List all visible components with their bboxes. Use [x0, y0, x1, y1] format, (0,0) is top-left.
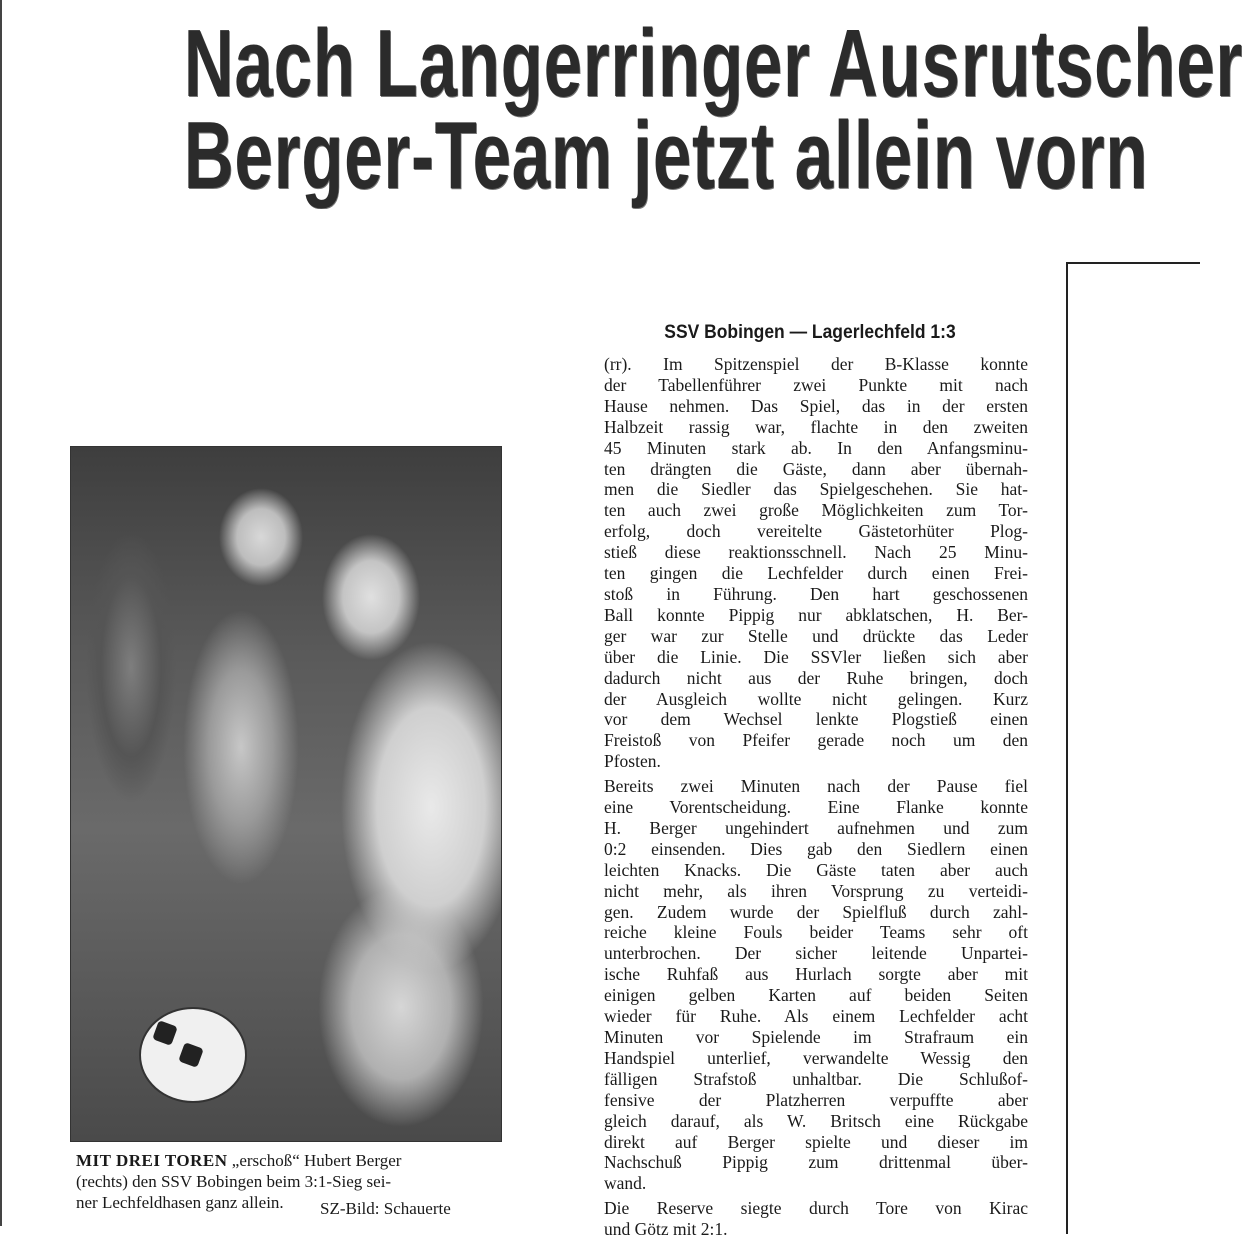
scan-edge: [0, 0, 12, 1226]
article-line: direkt auf Berger spielte und dieser im: [604, 1131, 1028, 1152]
caption-lead: MIT DREI TOREN: [76, 1151, 228, 1170]
caption-line-1: [76, 1150, 516, 1171]
article-line: gen. Zudem wurde der Spielfluß durch zahl-: [604, 901, 1028, 922]
headline-line-1: Nach Langerringer Ausrutscher: [183, 10, 1243, 117]
football-image: [139, 1007, 247, 1103]
caption-line-1-rest: „erschoß“ Hubert Berger: [227, 1151, 402, 1170]
article-paragraph-3: [588, 1198, 1028, 1240]
article-line: dadurch nicht aus der Ruhe bringen, doch: [604, 667, 1028, 688]
article-line: Pfosten.: [604, 751, 661, 772]
article-line: ten auch zwei große Möglichkeiten zum Tor-: [604, 500, 1028, 521]
article-line: der Ausgleich wollte nicht gelingen. Kurz: [604, 688, 1028, 709]
article-line: nicht mehr, als ihren Vorsprung zu verteidi-: [604, 880, 1028, 901]
article-line: H. Berger ungehindert aufnehmen und zum: [604, 817, 1028, 838]
match-photo: [70, 446, 502, 1142]
article-title: SSV Bobingen — Lagerlechfeld 1:3: [664, 322, 956, 343]
article-line: ten gingen die Lechfelder durch einen Frei-: [604, 563, 1028, 584]
article-line: stieß diese reaktionsschnell. Nach 25 Minu-: [604, 542, 1028, 563]
article-line: ische Ruhfaß aus Hurlach sorgte aber mit: [604, 964, 1028, 985]
article-line: fälligen Strafstoß unhaltbar. Die Schlußof-: [604, 1068, 1028, 1089]
article-line: reiche kleine Fouls beider Teams sehr oft: [604, 922, 1028, 943]
article-line: über die Linie. Die SSVler ließen sich aber: [604, 646, 1028, 667]
article-line: Hause nehmen. Das Spiel, das in der ersten: [604, 395, 1028, 416]
article-line: 0:2 einsenden. Dies gab den Siedlern einen: [604, 838, 1028, 859]
article-paragraph-2: [588, 776, 1028, 1194]
adjacent-article-border: [1066, 262, 1200, 1234]
article-line: unterbrochen. Der sicher leitende Unpartei-: [604, 943, 1028, 964]
article-line: einigen gelben Karten auf beiden Seiten: [604, 985, 1028, 1006]
article-line: vor dem Wechsel lenkte Plogstieß einen: [604, 709, 1028, 730]
caption-line-3: ner Lechfeldhasen ganz allein.: [76, 1193, 284, 1212]
article-line: Die Reserve siegte durch Tore von Kirac: [604, 1198, 1028, 1219]
article-line: stoß in Führung. Den hart geschossenen: [604, 583, 1028, 604]
article-line: wand.: [604, 1173, 647, 1194]
article-line: leichten Knacks. Die Gäste taten aber auch: [604, 859, 1028, 880]
headline-line-2: Berger-Team jetzt allein vorn: [183, 102, 1149, 209]
article-line: Bereits zwei Minuten nach der Pause fiel: [604, 776, 1028, 797]
article-line: gleich darauf, als W. Britsch eine Rückgabe: [604, 1110, 1028, 1131]
article-line: Minuten vor Spielende im Strafraum ein: [604, 1027, 1028, 1047]
article-line: der Tabellenführer zwei Punkte mit nach: [604, 374, 1028, 395]
article-line: 45 Minuten stark ab. In den Anfangsminu-: [604, 437, 1028, 458]
article-line: ten drängten die Gäste, dann aber übernah-: [604, 458, 1028, 479]
article-line: wieder für Ruhe. Als einem Lechfelder acht: [604, 1006, 1028, 1027]
caption-line-2: (rechts) den SSV Bobingen beim 3:1-Sieg sei-: [76, 1172, 392, 1191]
article-paragraph-1: [588, 354, 1028, 772]
article-line: Nachschuß Pippig zum drittenmal über-: [604, 1152, 1028, 1173]
article-line: fensive der Platzherren verpuffte aber: [604, 1089, 1028, 1110]
article-line: eine Vorentscheidung. Eine Flanke konnte: [604, 797, 1028, 818]
headline: [183, 10, 1243, 209]
article-line: erfolg, doch vereitelte Gästetorhüter Plog-: [604, 521, 1028, 542]
article-line: und Götz mit 2:1.: [604, 1219, 728, 1240]
article-line: Handspiel unterlief, verwandelte Wessig den: [604, 1047, 1028, 1068]
article-line: men die Siedler das Spielgeschehen. Sie hat-: [604, 479, 1028, 500]
article-line: Ball konnte Pippig nur abklatschen, H. Ber-: [604, 604, 1028, 625]
article-line: Halbzeit rassig war, flachte in den zweiten: [604, 416, 1028, 437]
photo-credit: SZ-Bild: Schauerte: [320, 1199, 451, 1218]
article-body: [588, 354, 1028, 1240]
article-line: (rr). Im Spitzenspiel der B-Klasse konnte: [604, 354, 1028, 374]
article-line: ger war zur Stelle und drückte das Leder: [604, 625, 1028, 646]
article-line: Freistoß von Pfeifer gerade noch um den: [604, 730, 1028, 751]
